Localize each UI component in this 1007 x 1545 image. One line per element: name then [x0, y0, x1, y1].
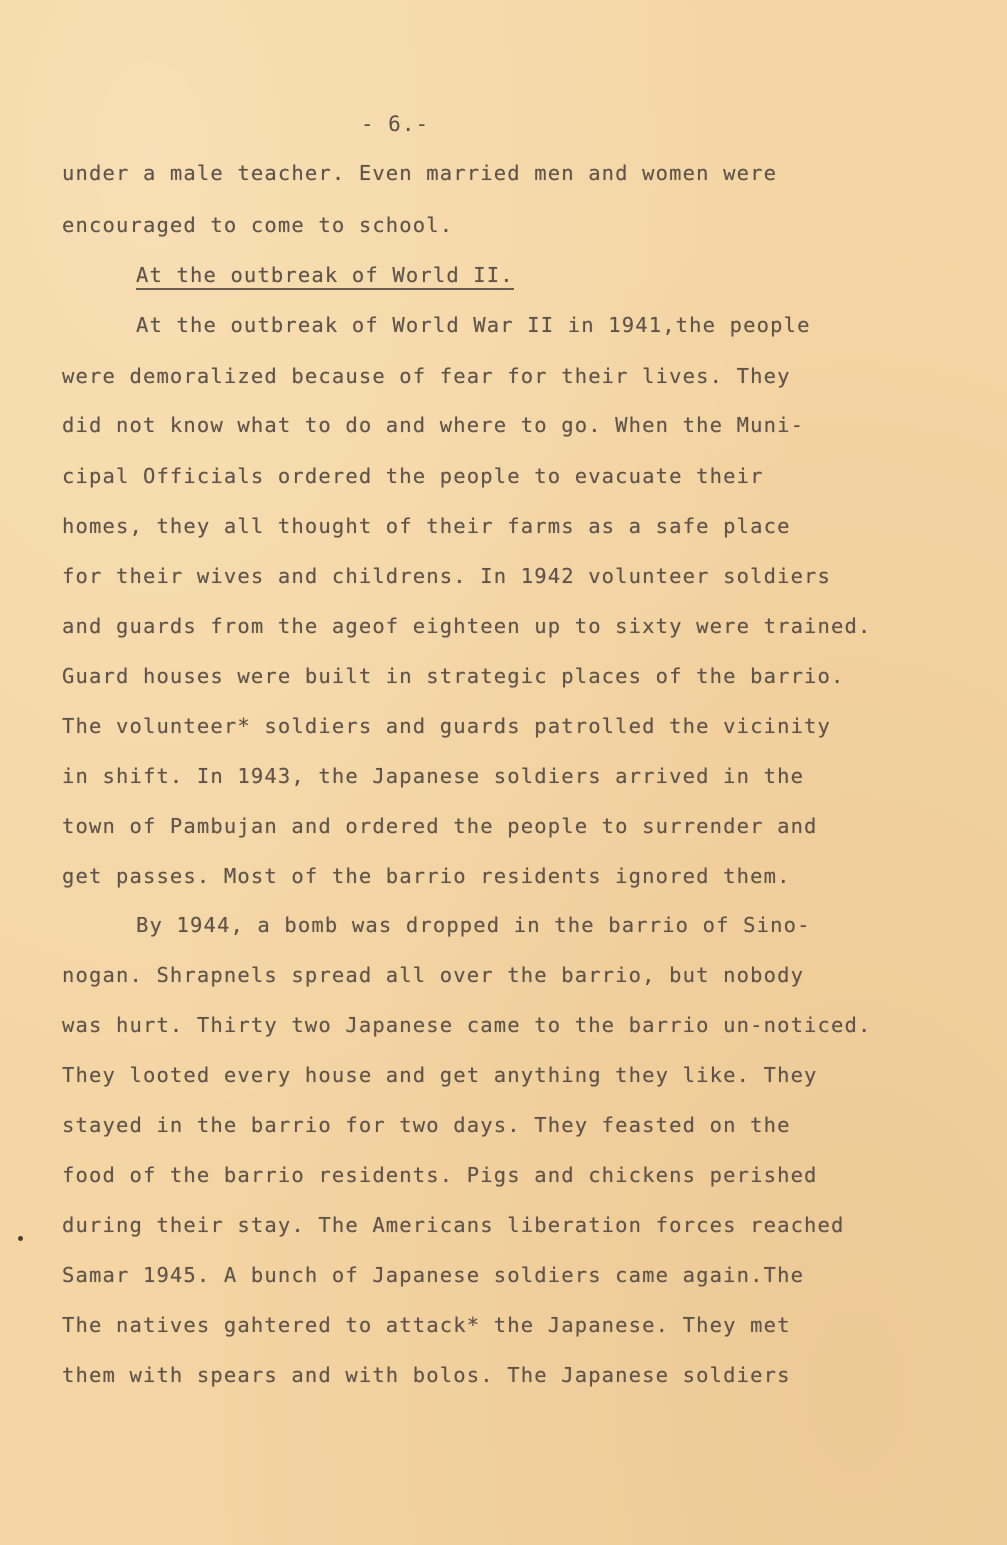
text-line: under a male teacher. Even married men and women were: [62, 161, 778, 185]
text-line: food of the barrio residents. Pigs and chickens perished: [62, 1163, 818, 1187]
text-line: Guard houses were built in strategic places of the barrio.: [62, 664, 845, 688]
section-heading: [136, 263, 514, 287]
ink-dot: [18, 1236, 23, 1241]
text-line: get passes. Most of the barrio residents ignored them.: [62, 864, 791, 888]
text-line: for their wives and childrens. In 1942 volunteer soldiers: [62, 564, 832, 588]
text-line: was hurt. Thirty two Japanese came to the barrio un-noticed.: [62, 1013, 872, 1037]
text-line: The natives gahtered to attack* the Japanese. They met: [62, 1313, 791, 1337]
text-line: were demoralized because of fear for their lives. They: [62, 364, 791, 388]
text-line: homes, they all thought of their farms as a safe place: [62, 514, 791, 538]
text-line: nogan. Shrapnels spread all over the barrio, but nobody: [62, 963, 805, 987]
text-line: did not know what to do and where to go. When the Muni-: [62, 413, 805, 437]
text-line: The volunteer* soldiers and guards patrolled the vicinity: [62, 714, 832, 738]
text-line: By 1944, a bomb was dropped in the barrio of Sino-: [136, 913, 811, 937]
text-line: cipal Officials ordered the people to evacuate their: [62, 464, 764, 488]
section-heading-text: At the outbreak of World II.: [136, 263, 514, 290]
text-line: during their stay. The Americans liberation forces reached: [62, 1213, 845, 1237]
text-line: stayed in the barrio for two days. They feasted on the: [62, 1113, 791, 1137]
text-line: and guards from the ageof eighteen up to sixty were trained.: [62, 614, 872, 638]
text-line: encouraged to come to school.: [62, 213, 454, 237]
text-line: in shift. In 1943, the Japanese soldiers arrived in the: [62, 764, 805, 788]
text-line: town of Pambujan and ordered the people to surrender and: [62, 814, 818, 838]
text-line: them with spears and with bolos. The Japanese soldiers: [62, 1363, 791, 1387]
text-line: At the outbreak of World War II in 1941,the people: [136, 313, 811, 337]
text-line: They looted every house and get anything they like. They: [62, 1063, 818, 1087]
page-number: - 6.-: [360, 112, 430, 136]
text-line: Samar 1945. A bunch of Japanese soldiers came again.The: [62, 1263, 805, 1287]
